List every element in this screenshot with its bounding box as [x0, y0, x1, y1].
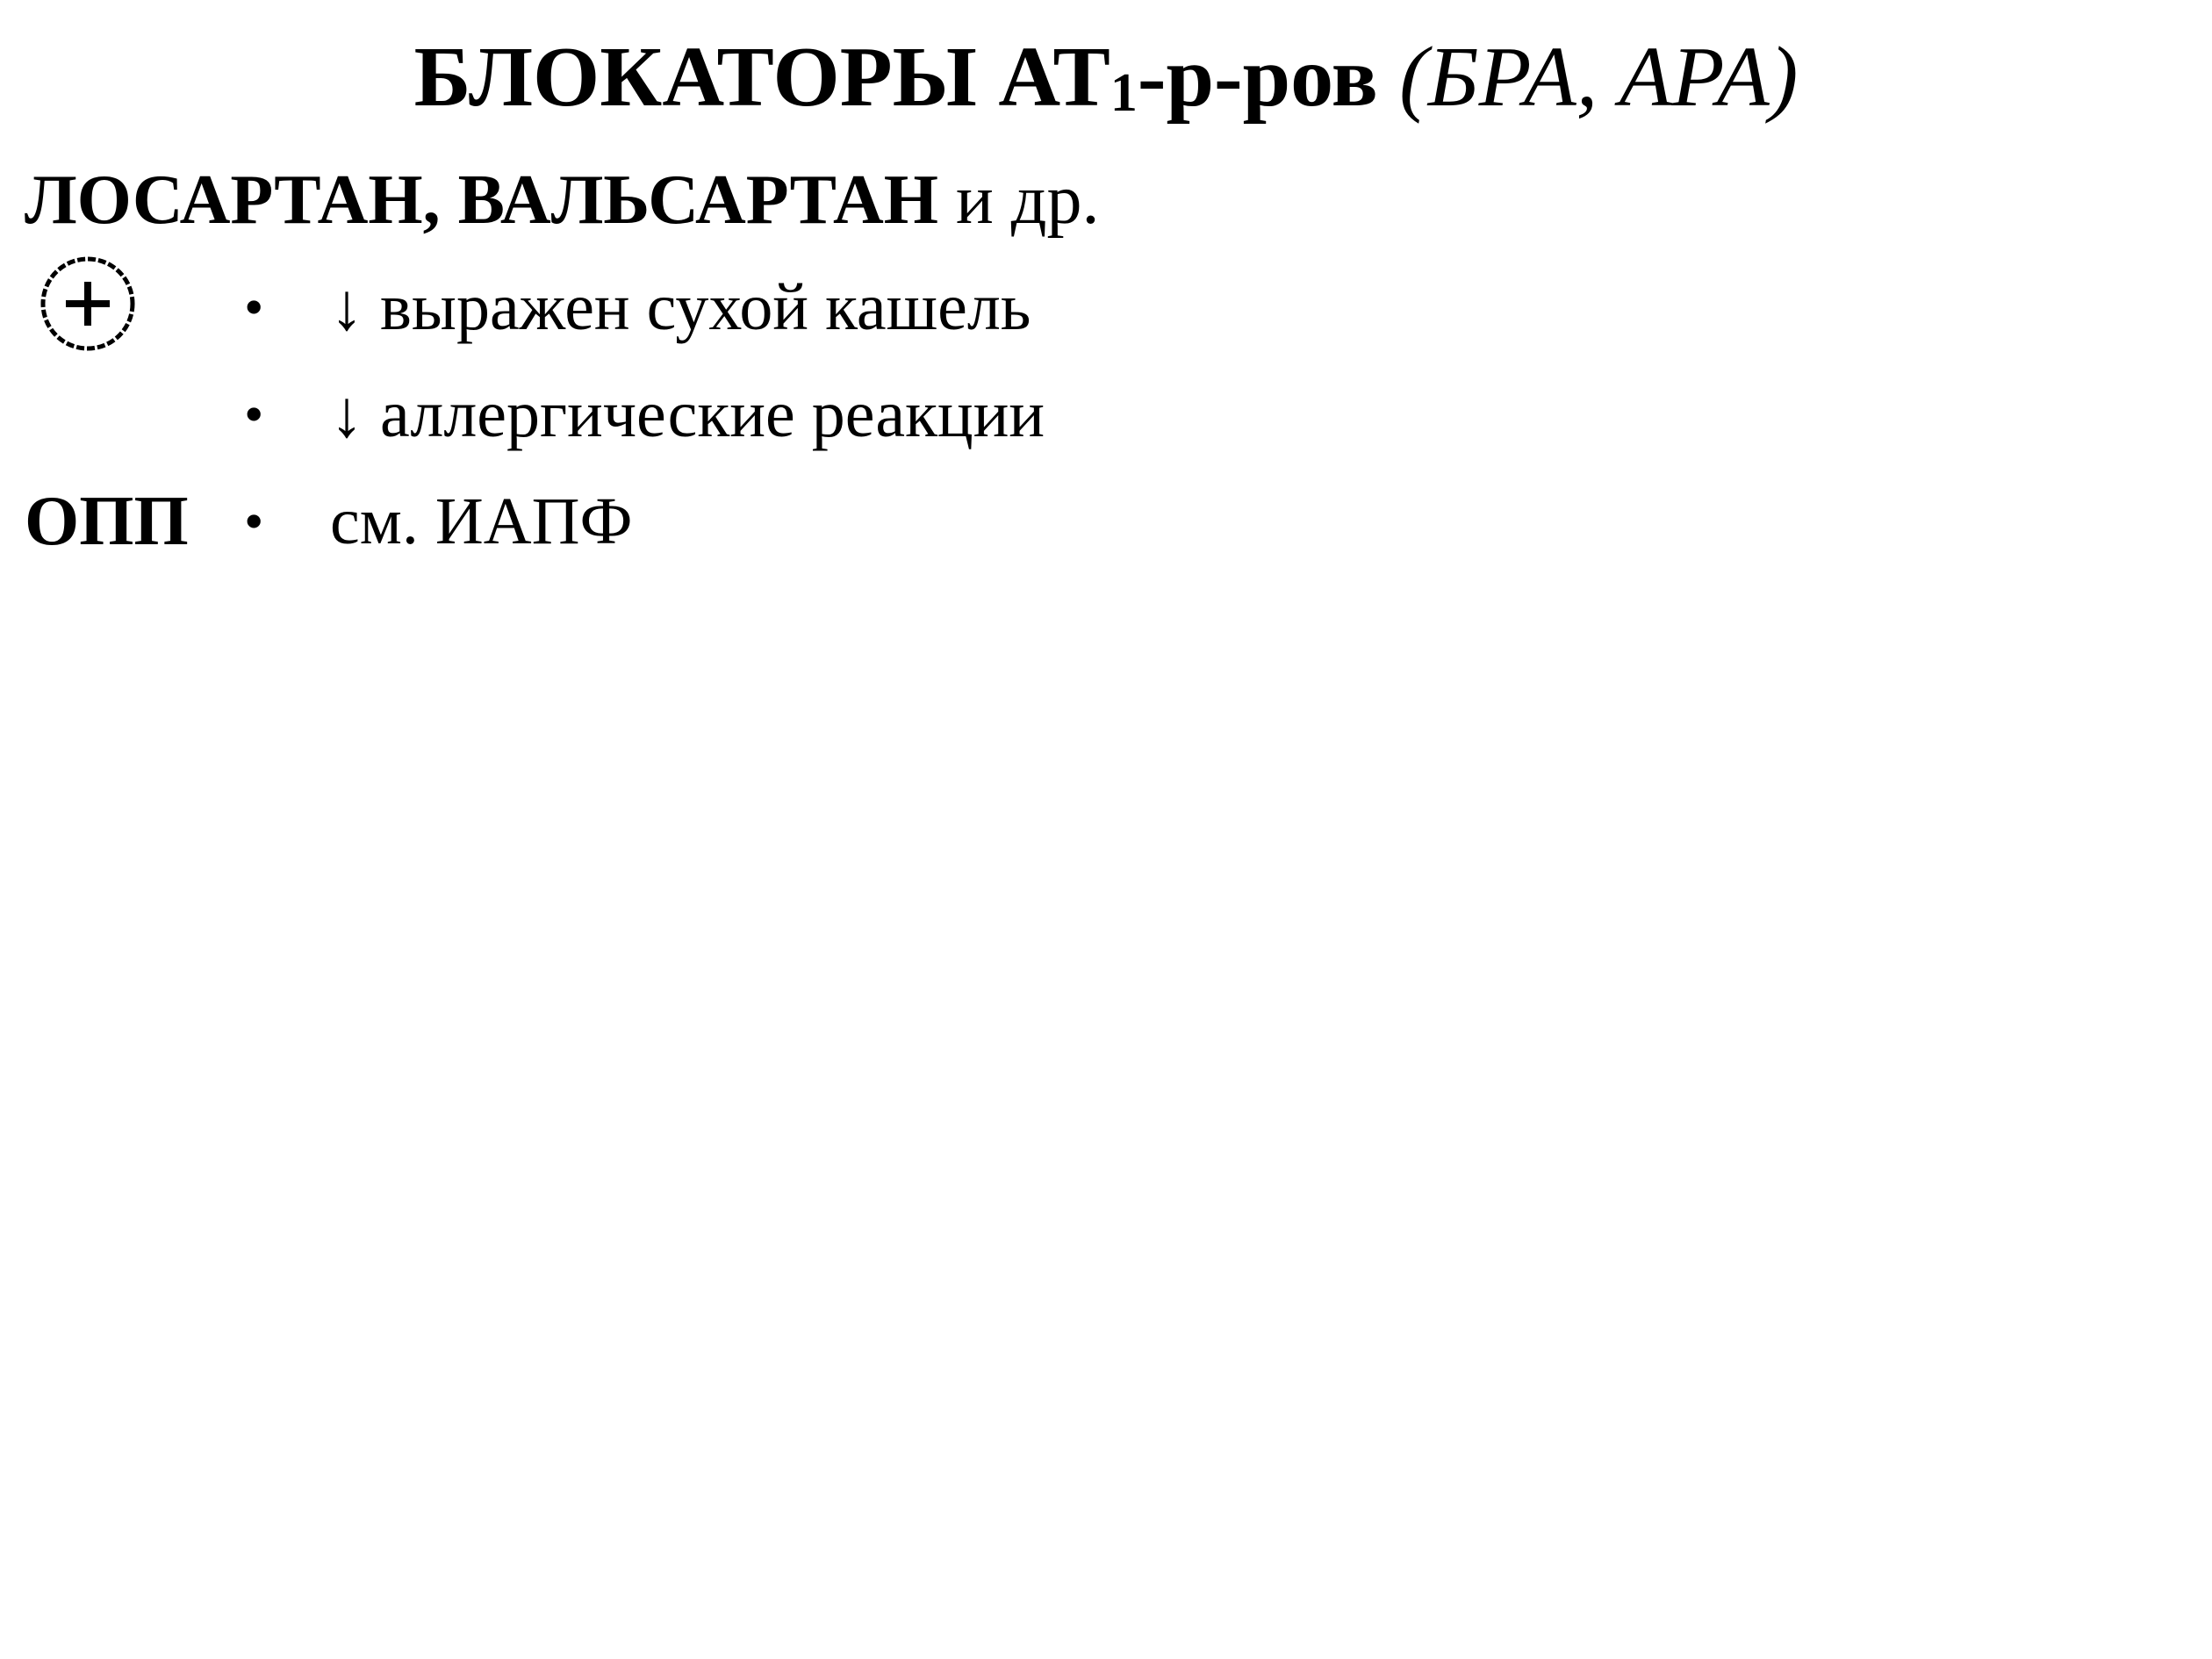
- opp-item-text: см. ИАПФ: [330, 485, 633, 558]
- drug-names: ЛОСАРТАН, ВАЛЬСАРТАН: [25, 162, 938, 239]
- advantage-item-allergic-reactions: ↓ аллергические реакции: [330, 377, 1045, 451]
- plus-circle-icon: [39, 255, 137, 353]
- slide-title: [0, 25, 2212, 130]
- title-italic: (БРА, АРА): [1399, 30, 1799, 125]
- bullet: •: [244, 490, 264, 552]
- bullet: •: [244, 276, 264, 338]
- drug-list-line: [25, 147, 1100, 253]
- bullet: •: [244, 383, 264, 445]
- title-suffix: -р-ров: [1137, 30, 1378, 125]
- drug-names-etc: и др.: [955, 162, 1100, 239]
- advantage-item-dry-cough: ↓ выражен сухой кашель: [330, 270, 1031, 344]
- title-main: БЛОКАТОРЫ АТ: [413, 30, 1110, 125]
- title-subscript: 1: [1110, 63, 1138, 123]
- opp-label: ОПП: [25, 483, 189, 560]
